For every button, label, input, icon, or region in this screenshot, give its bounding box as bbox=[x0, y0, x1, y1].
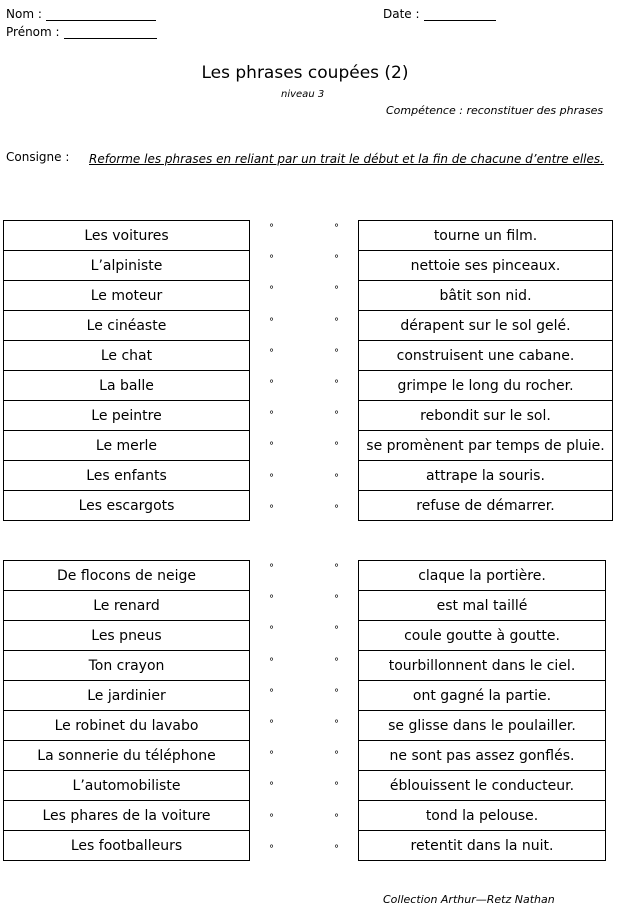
sentence-end-row bbox=[359, 711, 606, 741]
connector-dot-right[interactable]: ° bbox=[334, 687, 339, 699]
connector-dot-left[interactable]: ° bbox=[269, 347, 274, 359]
sentence-end-cell: ont gagné la partie. bbox=[359, 681, 606, 711]
sentence-start-row bbox=[4, 771, 250, 801]
sentence-end-cell: ne sont pas assez gonflés. bbox=[359, 741, 606, 771]
nom-field bbox=[6, 7, 156, 21]
connector-dot-left[interactable]: ° bbox=[269, 285, 274, 297]
sentence-start-row bbox=[4, 591, 250, 621]
connector-dot-right[interactable]: ° bbox=[334, 379, 339, 390]
sentence-start-row bbox=[4, 711, 250, 741]
sentence-end-cell: grimpe le long du rocher. bbox=[359, 371, 613, 401]
sentence-start-row bbox=[4, 401, 250, 431]
sentence-end-cell: retentit dans la nuit. bbox=[359, 831, 606, 861]
connector-dot-left[interactable]: ° bbox=[269, 719, 274, 730]
sentence-start-row bbox=[4, 221, 250, 251]
connector-dot-left[interactable]: ° bbox=[269, 379, 274, 390]
connector-dot-left[interactable]: ° bbox=[269, 563, 274, 574]
sentence-start-row bbox=[4, 491, 250, 521]
sentence-start-row bbox=[4, 311, 250, 341]
sentence-start-cell: L’automobiliste bbox=[4, 771, 250, 801]
sentence-start-row bbox=[4, 341, 250, 371]
sentence-end-cell: construisent une cabane. bbox=[359, 341, 613, 371]
sentence-start-row bbox=[4, 371, 250, 401]
sentence-start-row bbox=[4, 621, 250, 651]
connector-dot-left[interactable]: ° bbox=[269, 472, 274, 484]
sentence-end-row bbox=[359, 431, 613, 461]
sentence-start-cell: Le renard bbox=[4, 591, 250, 621]
connector-dot-left[interactable]: ° bbox=[269, 812, 274, 824]
connector-dot-left[interactable]: ° bbox=[269, 316, 274, 328]
sentence-start-cell: Les footballeurs bbox=[4, 831, 250, 861]
sentence-end-row bbox=[359, 561, 606, 591]
connector-dot-right[interactable]: ° bbox=[334, 750, 339, 762]
sentence-start-cell: La sonnerie du téléphone bbox=[4, 741, 250, 771]
connector-dot-left[interactable]: ° bbox=[269, 223, 274, 234]
sentence-end-cell: tond la pelouse. bbox=[359, 801, 606, 831]
sentence-start-cell: Les pneus bbox=[4, 621, 250, 651]
prenom-blank-line[interactable] bbox=[64, 26, 157, 39]
consigne-text: Reforme les phrases en reliant par un trait le début et la fin de chacune d’entre elles. bbox=[89, 152, 604, 166]
sentence-start-cell: Les escargots bbox=[4, 491, 250, 521]
sentence-start-row bbox=[4, 681, 250, 711]
connector-dot-right[interactable]: ° bbox=[334, 347, 339, 359]
sentence-start-cell: De flocons de neige bbox=[4, 561, 250, 591]
sentence-start-cell: Les phares de la voiture bbox=[4, 801, 250, 831]
sentence-end-row bbox=[359, 461, 613, 491]
sentence-end-row bbox=[359, 591, 606, 621]
connector-dot-left[interactable]: ° bbox=[269, 843, 274, 855]
sentence-end-cell: rebondit sur le sol. bbox=[359, 401, 613, 431]
sentence-end-row bbox=[359, 801, 606, 831]
connector-dot-right[interactable]: ° bbox=[334, 410, 339, 422]
sentence-start-row bbox=[4, 651, 250, 681]
connector-dot-left[interactable]: ° bbox=[269, 441, 274, 453]
sentence-end-cell: bâtit son nid. bbox=[359, 281, 613, 311]
sentence-end-row bbox=[359, 341, 613, 371]
date-label: Date : bbox=[383, 7, 420, 21]
sentence-end-row bbox=[359, 651, 606, 681]
sentence-end-cell: éblouissent le conducteur. bbox=[359, 771, 606, 801]
connector-dot-right[interactable]: ° bbox=[334, 843, 339, 855]
sentence-start-row bbox=[4, 561, 250, 591]
connector-dot-right[interactable]: ° bbox=[334, 781, 339, 793]
connector-dot-right[interactable]: ° bbox=[334, 563, 339, 574]
sentence-end-row bbox=[359, 771, 606, 801]
competence-label: Compétence : reconstituer des phrases bbox=[386, 104, 604, 117]
group2-left-table bbox=[3, 560, 250, 861]
sentence-start-cell: Le cinéaste bbox=[4, 311, 250, 341]
sentence-start-cell: La balle bbox=[4, 371, 250, 401]
sentence-end-row bbox=[359, 221, 613, 251]
connector-dot-right[interactable]: ° bbox=[334, 656, 339, 668]
nom-label: Nom : bbox=[6, 7, 42, 21]
sentence-end-row bbox=[359, 281, 613, 311]
connector-dot-right[interactable]: ° bbox=[334, 719, 339, 730]
nom-blank-line[interactable] bbox=[46, 8, 156, 21]
connector-dot-right[interactable]: ° bbox=[334, 503, 339, 515]
sentence-end-cell: se glisse dans le poulailler. bbox=[359, 711, 606, 741]
connector-dot-right[interactable]: ° bbox=[334, 316, 339, 328]
sentence-start-row bbox=[4, 831, 250, 861]
sentence-start-cell: Le moteur bbox=[4, 281, 250, 311]
sentence-end-cell: se promènent par temps de pluie. bbox=[359, 431, 613, 461]
sentence-start-cell: Le jardinier bbox=[4, 681, 250, 711]
page-title: Les phrases coupées (2) bbox=[201, 63, 409, 83]
connector-dot-right[interactable]: ° bbox=[334, 594, 339, 606]
group1-left-table bbox=[3, 220, 250, 521]
sentence-end-row bbox=[359, 741, 606, 771]
sentence-end-row bbox=[359, 311, 613, 341]
sentence-start-cell: L’alpiniste bbox=[4, 251, 250, 281]
connector-dot-right[interactable]: ° bbox=[334, 441, 339, 453]
sentence-start-row bbox=[4, 801, 250, 831]
sentence-end-row bbox=[359, 371, 613, 401]
connector-dot-left[interactable]: ° bbox=[269, 656, 274, 668]
sentence-start-cell: Le merle bbox=[4, 431, 250, 461]
connector-dot-left[interactable]: ° bbox=[269, 254, 274, 266]
sentence-start-cell: Les voitures bbox=[4, 221, 250, 251]
sentence-end-row bbox=[359, 621, 606, 651]
sentence-end-row bbox=[359, 681, 606, 711]
sentence-end-cell: refuse de démarrer. bbox=[359, 491, 613, 521]
level-label: niveau 3 bbox=[281, 89, 325, 100]
connector-dot-right[interactable]: ° bbox=[334, 625, 339, 637]
sentence-end-cell: coule goutte à goutte. bbox=[359, 621, 606, 651]
sentence-start-cell: Le robinet du lavabo bbox=[4, 711, 250, 741]
sentence-end-row bbox=[359, 401, 613, 431]
connector-dot-left[interactable]: ° bbox=[269, 594, 274, 606]
sentence-start-row bbox=[4, 281, 250, 311]
sentence-start-cell: Les enfants bbox=[4, 461, 250, 491]
connector-dot-left[interactable]: ° bbox=[269, 410, 274, 422]
sentence-end-row bbox=[359, 251, 613, 281]
sentence-start-row bbox=[4, 461, 250, 491]
connector-dot-left[interactable]: ° bbox=[269, 625, 274, 637]
sentence-start-row bbox=[4, 251, 250, 281]
date-field bbox=[383, 7, 496, 21]
connector-dot-left[interactable]: ° bbox=[269, 781, 274, 793]
connector-dot-right[interactable]: ° bbox=[334, 285, 339, 297]
sentence-end-cell: tourbillonnent dans le ciel. bbox=[359, 651, 606, 681]
date-blank-line[interactable] bbox=[424, 8, 496, 21]
sentence-end-cell: dérapent sur le sol gelé. bbox=[359, 311, 613, 341]
connector-dot-right[interactable]: ° bbox=[334, 812, 339, 824]
connector-dot-left[interactable]: ° bbox=[269, 750, 274, 762]
sentence-end-row bbox=[359, 491, 613, 521]
sentence-end-cell: claque la portière. bbox=[359, 561, 606, 591]
consigne-label: Consigne : bbox=[6, 150, 70, 164]
sentence-start-cell: Le peintre bbox=[4, 401, 250, 431]
sentence-end-cell: tourne un film. bbox=[359, 221, 613, 251]
connector-dot-left[interactable]: ° bbox=[269, 687, 274, 699]
sentence-start-cell: Le chat bbox=[4, 341, 250, 371]
sentence-start-row bbox=[4, 741, 250, 771]
sentence-end-cell: attrape la souris. bbox=[359, 461, 613, 491]
prenom-label: Prénom : bbox=[6, 25, 60, 39]
sentence-end-cell: nettoie ses pinceaux. bbox=[359, 251, 613, 281]
sentence-start-row bbox=[4, 431, 250, 461]
connector-dot-right[interactable]: ° bbox=[334, 254, 339, 266]
connector-dot-left[interactable]: ° bbox=[269, 503, 274, 515]
sentence-start-cell: Ton crayon bbox=[4, 651, 250, 681]
group2-right-table bbox=[358, 560, 606, 861]
group1-right-table bbox=[358, 220, 613, 521]
sentence-end-cell: est mal taillé bbox=[359, 591, 606, 621]
prenom-field bbox=[6, 25, 157, 39]
footer-credit: Collection Arthur—Retz Nathan bbox=[383, 893, 555, 906]
sentence-end-row bbox=[359, 831, 606, 861]
connector-dot-right[interactable]: ° bbox=[334, 472, 339, 484]
connector-dot-right[interactable]: ° bbox=[334, 223, 339, 234]
